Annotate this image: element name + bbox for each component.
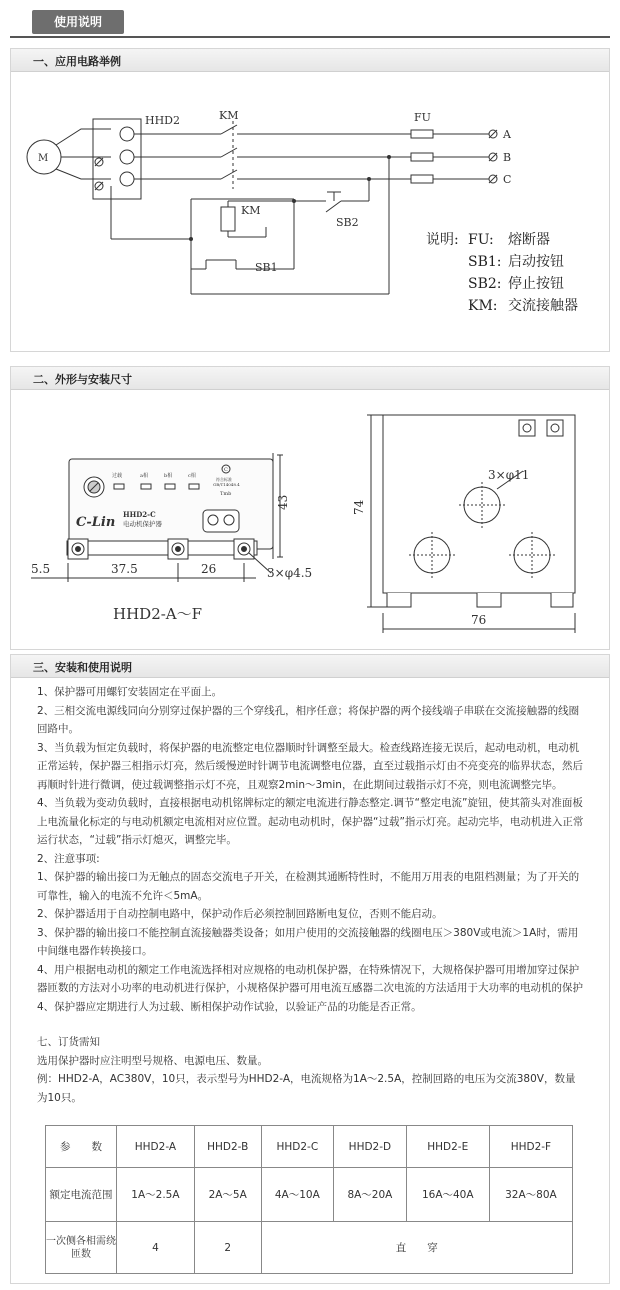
table-row	[46, 1222, 573, 1274]
dim-side-holes: 3×φ11	[488, 468, 530, 482]
table-cell: HHD2-B	[194, 1126, 261, 1168]
km-label: KM	[219, 109, 239, 122]
legend-title: 说明:	[426, 232, 459, 248]
table-row	[46, 1126, 573, 1168]
instruction-paragraph: 3、保护器的输出接口不能控制直流接触器类设备；如用户使用的交流接触器的线圈电压＞380V或电流＞1A时，需用中间继电器作转换接口。	[37, 926, 579, 957]
table-cell: HHD2-A	[117, 1126, 195, 1168]
dim-side-width: 76	[471, 613, 487, 627]
phase-a-label: A	[503, 128, 511, 141]
table-cell: 一次侧各相需绕匝数	[46, 1222, 117, 1274]
device-model: HHD2-C	[123, 510, 156, 519]
table-cell: 参 数	[46, 1126, 117, 1168]
model-range: HHD2-A～F	[113, 605, 203, 623]
indicator-a-label: a相	[140, 473, 148, 479]
instruction-paragraph: 4、保护器应定期进行人为过载、断相保护动作试验，以验证产品的功能是否正常。	[37, 1000, 422, 1013]
device-product: 电动机保护器	[123, 520, 162, 528]
table-cell: 直 穿	[261, 1222, 572, 1274]
table-cell: HHD2-D	[334, 1126, 407, 1168]
spec-table	[45, 1125, 573, 1274]
indicator-overload-label: 过载	[112, 473, 123, 479]
table-cell: 16A～40A	[406, 1168, 489, 1222]
section-title: 三、安装和使用说明	[33, 661, 132, 674]
phase-b-label: B	[503, 151, 512, 164]
table-cell: 1A～2.5A	[117, 1168, 195, 1222]
phase-c-label: C	[503, 173, 512, 186]
tab-usage[interactable]: 使用说明	[32, 10, 124, 34]
dim-side-height: 74	[352, 499, 366, 515]
brand-logo: C-Lin	[76, 515, 116, 530]
dim-front-holes: 3×φ4.5	[267, 566, 313, 580]
device-label: HHD2	[145, 114, 181, 127]
table-cell: 8A～20A	[334, 1168, 407, 1222]
table-row	[46, 1168, 573, 1222]
sb2-label: SB2	[336, 216, 359, 229]
cert-mark: C	[224, 467, 228, 473]
tab-bar	[10, 6, 610, 38]
table-cell: HHD2-F	[489, 1126, 572, 1168]
table-cell: 2	[194, 1222, 261, 1274]
cert-line1: 符合标准	[216, 477, 232, 482]
dim-front-d1: 5.5	[31, 562, 51, 576]
instruction-paragraph: 1、保护器可用螺钉安装固定在平面上。	[37, 686, 223, 698]
section-header	[11, 655, 609, 678]
dim-front-d2: 37.5	[111, 562, 138, 576]
order-paragraph: 例：HHD2-A，AC380V，10只，表示型号为HHD2-A，电流规格为1A～2.5A，控制回路的电压为交流380V，数量为10只。	[37, 1073, 576, 1104]
fu-label: FU	[414, 111, 431, 124]
instruction-paragraph: 2、保护器适用于自动控制电路中，保护动作后必须控制回路断电复位，否则不能启动。	[37, 908, 443, 920]
instruction-paragraph: 1、保护器的输出接口为无触点的固态交流电子开关，在检测其通断特性时，不能用万用表的电阻档测量；为了开关的可靠性，输入的电流不允许＜5mA。	[37, 871, 580, 902]
instructions-text	[37, 683, 585, 1107]
instruction-paragraph: 4、用户根据电动机的额定工作电流选择相对应规格的电动机保护器，在特殊情况下，大规格保护器可用增加穿过保护器匝数的方法对小功率的电动机进行保护，小规格保护器可用电流互感器二次电流的方法适用于大功率的电动机的保护	[37, 963, 583, 994]
table-cell: 32A～80A	[489, 1168, 572, 1222]
order-paragraph: 选用保护器时应注明型号规格、电源电压、数量。	[37, 1054, 268, 1067]
km-coil-label: KM	[241, 204, 261, 217]
table-cell: 额定电流范围	[46, 1168, 117, 1222]
circuit-section	[10, 48, 610, 352]
sb1-label: SB1	[255, 261, 278, 274]
section-title: 一、应用电路举例	[33, 55, 121, 68]
instruction-paragraph: 2、注意事项:	[37, 852, 100, 865]
cert-line2: GB/T14048.4	[213, 482, 240, 487]
table-cell: HHD2-E	[406, 1126, 489, 1168]
indicator-b-label: b相	[164, 473, 173, 479]
dimension-drawings	[11, 367, 609, 649]
table-cell: HHD2-C	[261, 1126, 334, 1168]
section-title: 二、外形与安装尺寸	[33, 373, 132, 386]
dim-front-height: 43	[276, 494, 290, 510]
instruction-paragraph: 3、当负载为恒定负载时，将保护器的电流整定电位器顺时针调整至最大。检查线路连接无误后，起动电动机，电动机正常运转，保护器三相指示灯亮，然后缓慢逆时针调节电流调整电位器，直至过载指示灯由不亮变亮的临界状态，然后再顺时针进行微调，使过载调整指示灯不亮，且观察2min～3min，在此期间过载指示灯不亮，则电流调整完毕。	[37, 741, 583, 791]
table-cell: 4	[117, 1222, 195, 1274]
motor-label: M	[38, 153, 49, 164]
instruction-paragraph: 4、当负载为变动负载时，直接根据电动机铭牌标定的额定电流进行静态整定.调节“整定电流”旋钮，使其箭头对准面板上电流量化标定的与电动机额定电流相对应位置。起动电动机时，保护器“过载”指示灯亮。起动完毕，电动机进入正常运行状态，“过载”指示灯熄灭，调整完毕。	[37, 797, 584, 846]
terminal-mark: Tmb	[220, 491, 232, 497]
order-title: 七、订货需知	[37, 1036, 100, 1048]
table-cell: 2A～5A	[194, 1168, 261, 1222]
dim-front-d3: 26	[201, 562, 217, 576]
legend: 说明: FU: 熔断器 SB1: 启动按钮 SB2: 停止按钮 KM: 交流接触器	[426, 229, 578, 317]
table-cell: 4A～10A	[261, 1168, 334, 1222]
indicator-c-label: c相	[188, 473, 196, 479]
instruction-paragraph: 2、三相交流电源线同向分别穿过保护器的三个穿线孔，相序任意；将保护器的两个接线端子串联在交流接触器的线圈回路中。	[37, 704, 580, 735]
dimension-section	[10, 366, 610, 650]
